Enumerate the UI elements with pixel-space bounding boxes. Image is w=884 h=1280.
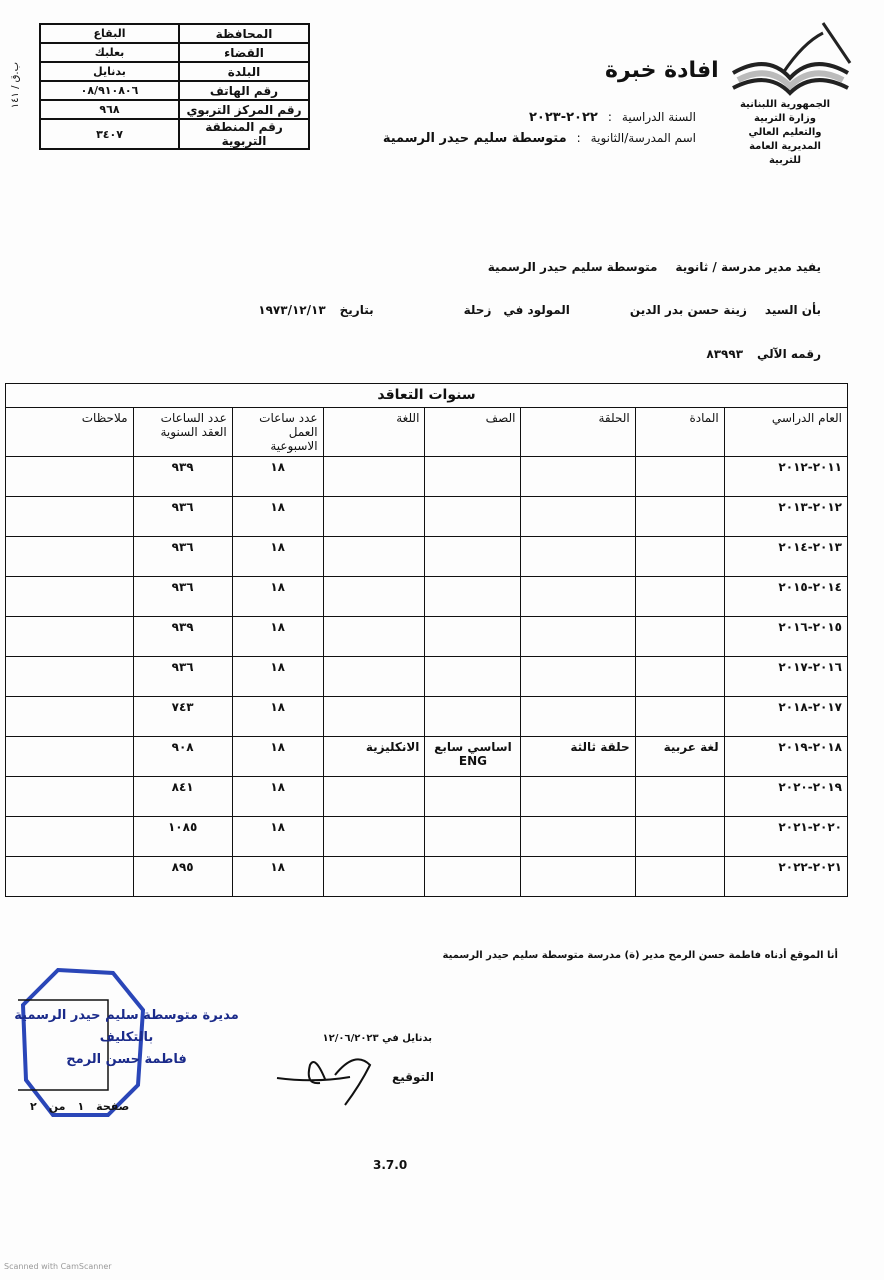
column-header: عدد الساعات العقد السنوية xyxy=(133,408,232,457)
info-value: ٠٨/٩١٠٨٠٦ xyxy=(40,81,179,100)
contract-years-table xyxy=(5,383,848,897)
table-cell: ٩٣٦ xyxy=(133,577,232,617)
column-header: عدد ساعات العمل الاسبوعية xyxy=(232,408,323,457)
table-row xyxy=(6,577,848,617)
table-cell xyxy=(323,497,425,537)
signature-icon xyxy=(275,1045,385,1110)
info-row xyxy=(40,100,309,119)
table-row xyxy=(6,697,848,737)
table-cell: ٢٠١٥-٢٠١٦ xyxy=(724,617,847,657)
info-label: البلدة xyxy=(179,62,309,81)
of-label: من xyxy=(48,1100,66,1113)
born-place: زحلة xyxy=(463,303,492,317)
document-title: افادة خبرة xyxy=(605,58,719,83)
table-cell xyxy=(521,497,635,537)
table-cell: ٩٣٦ xyxy=(133,497,232,537)
table-cell xyxy=(323,537,425,577)
table-row xyxy=(6,537,848,577)
table-row xyxy=(6,657,848,697)
table-cell: ٨٩٥ xyxy=(133,857,232,897)
column-header: الحلقة xyxy=(521,408,635,457)
table-cell xyxy=(323,617,425,657)
table-cell xyxy=(425,817,521,857)
school-info-table xyxy=(39,23,310,150)
table-cell: ١٨ xyxy=(232,657,323,697)
table-cell xyxy=(6,537,134,577)
info-value: بدنايل xyxy=(40,62,179,81)
table-cell: ٩٣٦ xyxy=(133,657,232,697)
table-cell: ٩٣٩ xyxy=(133,617,232,657)
table-cell xyxy=(635,857,724,897)
table-cell: ٢٠٢٠-٢٠٢١ xyxy=(724,817,847,857)
scanner-watermark: Scanned with CamScanner xyxy=(4,1262,112,1271)
table-caption: سنوات التعاقد xyxy=(6,384,848,408)
page-number: ١ xyxy=(77,1100,85,1113)
table-cell xyxy=(521,697,635,737)
table-cell xyxy=(6,657,134,697)
person-row xyxy=(258,303,821,317)
table-cell xyxy=(6,577,134,617)
table-cell xyxy=(521,617,635,657)
table-cell: ٢٠١١-٢٠١٢ xyxy=(724,457,847,497)
id-value: ٨٣٩٩٣ xyxy=(706,347,744,361)
school-year-value: ٢٠٢٢-٢٠٢٣ xyxy=(528,110,598,125)
intro-text: يفيد مدير مدرسة / ثانوية xyxy=(675,260,821,274)
birth-date: ١٩٧٣/١٢/١٣ xyxy=(258,303,326,317)
table-cell: ١٨ xyxy=(232,537,323,577)
table-cell xyxy=(323,777,425,817)
table-cell: ٧٤٣ xyxy=(133,697,232,737)
table-cell xyxy=(521,857,635,897)
info-row xyxy=(40,81,309,100)
column-header: العام الدراسي xyxy=(724,408,847,457)
page-total: ٢ xyxy=(30,1100,37,1113)
info-value: البقاع xyxy=(40,24,179,43)
table-cell xyxy=(635,777,724,817)
school-name-value: متوسطة سليم حيدر الرسمية xyxy=(382,131,567,146)
colon: : xyxy=(607,110,612,124)
table-cell xyxy=(521,817,635,857)
place-date: بدنايل في ١٢/٠٦/٢٠٢٣ xyxy=(322,1033,432,1044)
ministry-logo-icon xyxy=(728,18,853,98)
table-cell: لغة عربية xyxy=(635,737,724,777)
table-cell xyxy=(425,697,521,737)
table-cell: ٢٠١٣-٢٠١٤ xyxy=(724,537,847,577)
page-label: صفحة xyxy=(96,1100,130,1113)
colon: : xyxy=(576,131,581,145)
table-cell xyxy=(6,697,134,737)
org-line: المديرية العامة للتربية xyxy=(749,141,821,166)
table-cell xyxy=(6,497,134,537)
column-header: المادة xyxy=(635,408,724,457)
table-cell: ١٨ xyxy=(232,457,323,497)
table-cell: ٢٠١٩-٢٠٢٠ xyxy=(724,777,847,817)
table-cell xyxy=(521,777,635,817)
table-cell xyxy=(635,697,724,737)
column-header: الصف xyxy=(425,408,521,457)
table-cell: حلقة ثالثة xyxy=(521,737,635,777)
table-cell: ١٠٨٥ xyxy=(133,817,232,857)
table-cell: ١٨ xyxy=(232,617,323,657)
table-cell: ٩٣٩ xyxy=(133,457,232,497)
school-name-label: اسم المدرسة/الثانوية xyxy=(590,131,696,145)
table-cell xyxy=(635,577,724,617)
table-cell xyxy=(425,537,521,577)
table-row xyxy=(6,777,848,817)
table-cell: ٨٤١ xyxy=(133,777,232,817)
stamp-line: فاطمة حسن الرمح xyxy=(66,1052,187,1067)
school-year-label: السنة الدراسية xyxy=(621,110,696,124)
declaration-text: أنا الموقع أدناه فاطمة حسن الرمح مدير (ة) مدرسة متوسطة سليم حيدر الرسمية xyxy=(442,950,838,961)
table-cell: اساسي سابع ENG xyxy=(425,737,521,777)
stamp-text xyxy=(14,1005,239,1071)
table-cell xyxy=(323,657,425,697)
info-label: رقم المنطقة التربوية xyxy=(179,119,309,149)
id-label: رقمه الآلي xyxy=(757,347,821,361)
table-cell xyxy=(425,857,521,897)
table-cell xyxy=(6,817,134,857)
reference-number: ب.ق / ١٤١ xyxy=(10,62,21,109)
info-label: القضاء xyxy=(179,43,309,62)
table-cell xyxy=(521,457,635,497)
info-value: ٩٦٨ xyxy=(40,100,179,119)
org-line: الجمهورية اللبنانية xyxy=(739,99,831,110)
table-cell: ٩٣٦ xyxy=(133,537,232,577)
table-cell: ٢٠١٢-٢٠١٣ xyxy=(724,497,847,537)
id-row xyxy=(706,347,821,361)
table-cell: ٢٠١٧-٢٠١٨ xyxy=(724,697,847,737)
table-cell: ١٨ xyxy=(232,777,323,817)
org-line: وزارة التربية والتعليم العالي xyxy=(748,113,822,138)
signature-label: التوقيع xyxy=(392,1070,434,1084)
table-cell xyxy=(635,817,724,857)
table-cell xyxy=(425,657,521,697)
table-row xyxy=(6,457,848,497)
version-number: 3.7.0 xyxy=(373,1158,408,1172)
table-cell xyxy=(521,657,635,697)
table-cell xyxy=(425,577,521,617)
table-cell xyxy=(425,497,521,537)
info-label: رقم المركز التربوي xyxy=(179,100,309,119)
school-name-row xyxy=(383,131,696,146)
table-cell xyxy=(635,657,724,697)
organization-name xyxy=(735,98,835,168)
table-cell xyxy=(635,497,724,537)
info-row xyxy=(40,62,309,81)
table-cell xyxy=(635,617,724,657)
info-row xyxy=(40,43,309,62)
intro-row xyxy=(488,260,821,274)
table-cell: ٩٠٨ xyxy=(133,737,232,777)
intro-school: متوسطة سليم حيدر الرسمية xyxy=(487,260,658,274)
page-indicator xyxy=(30,1100,129,1113)
table-cell xyxy=(6,617,134,657)
table-cell: ١٨ xyxy=(232,737,323,777)
info-label: رقم الهاتف xyxy=(179,81,309,100)
table-cell xyxy=(6,737,134,777)
date-label: بتاريخ xyxy=(339,303,374,317)
table-cell: ٢٠١٦-٢٠١٧ xyxy=(724,657,847,697)
table-row xyxy=(6,857,848,897)
table-row xyxy=(6,737,848,777)
column-header: ملاحظات xyxy=(6,408,134,457)
table-cell xyxy=(6,777,134,817)
table-cell xyxy=(323,817,425,857)
table-cell xyxy=(635,537,724,577)
table-cell xyxy=(425,457,521,497)
table-cell: ١٨ xyxy=(232,697,323,737)
table-cell xyxy=(425,617,521,657)
table-cell xyxy=(521,537,635,577)
table-cell xyxy=(323,577,425,617)
table-cell xyxy=(6,457,134,497)
table-cell xyxy=(323,857,425,897)
info-row xyxy=(40,119,309,149)
table-cell: ١٨ xyxy=(232,857,323,897)
table-cell: الانكليزية xyxy=(323,737,425,777)
info-value: بعلبك xyxy=(40,43,179,62)
info-label: المحافظة xyxy=(179,24,309,43)
info-row xyxy=(40,24,309,43)
table-row xyxy=(6,497,848,537)
table-cell xyxy=(323,457,425,497)
info-value: ٣٤٠٧ xyxy=(40,119,179,149)
table-cell: ٢٠١٤-٢٠١٥ xyxy=(724,577,847,617)
table-cell xyxy=(521,577,635,617)
school-year-row xyxy=(529,110,696,125)
table-cell: ١٨ xyxy=(232,497,323,537)
table-cell xyxy=(425,777,521,817)
person-name: زينة حسن بدر الدين xyxy=(629,303,747,317)
table-cell xyxy=(6,857,134,897)
table-row xyxy=(6,617,848,657)
table-cell: ٢٠١٨-٢٠١٩ xyxy=(724,737,847,777)
column-header: اللغة xyxy=(323,408,425,457)
table-cell xyxy=(323,697,425,737)
person-label: بأن السيد xyxy=(764,303,821,317)
table-cell: ٢٠٢١-٢٠٢٢ xyxy=(724,857,847,897)
table-cell xyxy=(635,457,724,497)
stamp-line: مديرة متوسطة سليم حيدر الرسمية xyxy=(14,1008,239,1023)
table-cell: ١٨ xyxy=(232,577,323,617)
born-label: المولود في xyxy=(503,303,570,317)
table-row xyxy=(6,817,848,857)
table-cell: ١٨ xyxy=(232,817,323,857)
stamp-line: بالتكليف xyxy=(99,1030,154,1045)
